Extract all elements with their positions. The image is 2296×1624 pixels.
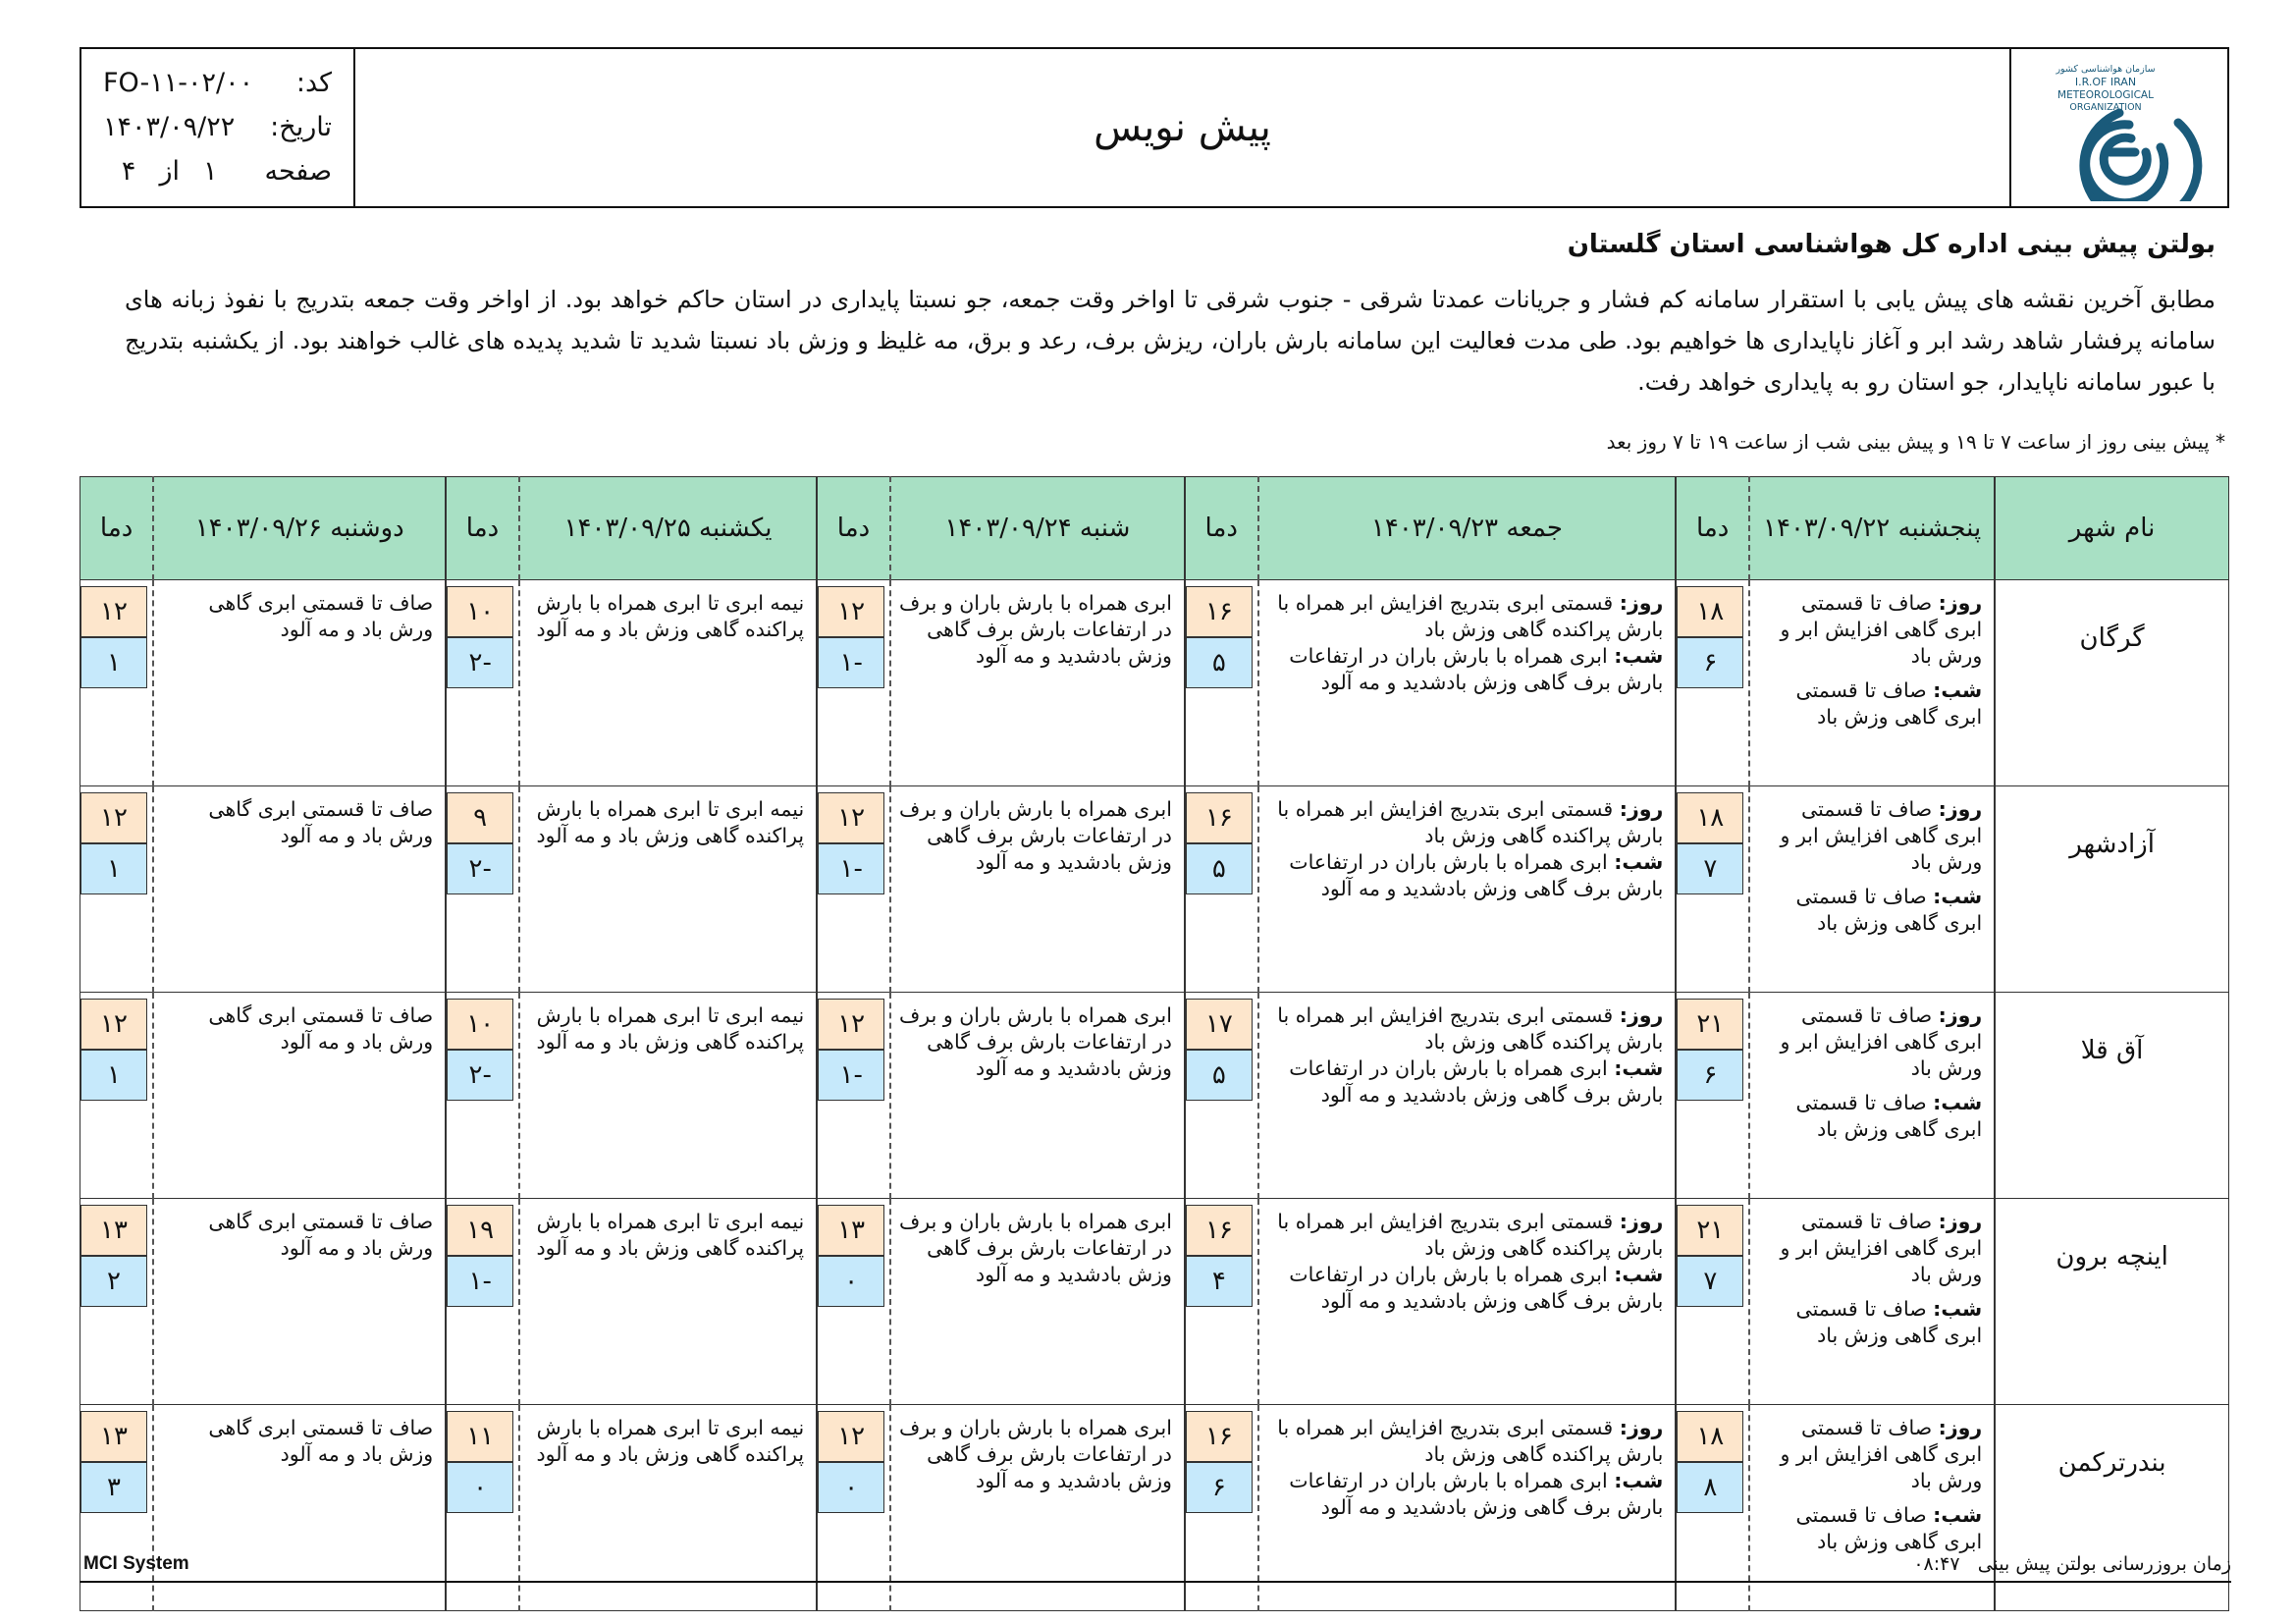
night-label: شب: (1614, 644, 1664, 668)
forecast-text (1259, 786, 1676, 902)
forecast-cell (1258, 993, 1677, 1199)
temperature-cell (817, 786, 890, 993)
max-temp: ۲۱ (1677, 999, 1743, 1050)
forecast-cell (153, 786, 446, 993)
min-temp: ۸ (1677, 1462, 1743, 1513)
max-temp: ۱۲ (818, 999, 884, 1050)
page-number: ۱ (202, 156, 218, 187)
min-temp: -۲ (447, 843, 513, 894)
logo-text-en1: I.R.OF IRAN (2074, 76, 2137, 88)
forecast-cell (890, 993, 1185, 1199)
temperature-cell (817, 1199, 890, 1405)
min-temp: ۴ (1186, 1256, 1253, 1307)
day-forecast: صاف تا قسمتی ابری گاهی افزایش ابر و ورش باد (1780, 1003, 1983, 1080)
date-label: تاریخ: (270, 112, 332, 142)
day-label: روز: (1619, 591, 1664, 615)
forecast-cell (890, 786, 1185, 993)
forecast-text: صاف تا قسمتی ابری گاهی ورش باد و مه آلود (208, 797, 434, 847)
forecast-text (1750, 1199, 1994, 1349)
day-header: جمعه ۱۴۰۳/۰۹/۲۳ (1258, 477, 1677, 580)
day-label: روز: (1619, 797, 1664, 821)
forecast-time-note: * پیش بینی روز از ساعت ۷ تا ۱۹ و پیش بینی شب از ساعت ۱۹ تا ۷ روز بعد (1606, 430, 2225, 454)
forecast-cell (153, 580, 446, 786)
date-value: ۱۴۰۳/۰۹/۲۲ (103, 112, 236, 142)
night-forecast: صاف تا قسمتی ابری گاهی وزش باد (1795, 1503, 1983, 1553)
city-name: بندرترکمن (1995, 1405, 2228, 1611)
night-forecast: ابری همراه با بارش باران در ارتفاعات بارش برف گاهی وزش بادشدید و مه آلود (1289, 1469, 1664, 1519)
day-forecast: صاف تا قسمتی ابری گاهی افزایش ابر و ورش باد (1780, 1210, 1983, 1286)
night-forecast: صاف تا قسمتی ابری گاهی وزش باد (1795, 1091, 1983, 1141)
table-row (80, 993, 2229, 1199)
temperature-cell (446, 1199, 519, 1405)
temperature-cell (80, 1199, 154, 1405)
forecast-cell (1258, 580, 1677, 786)
city-name: آق قلا (1995, 993, 2228, 1199)
day-forecast: قسمتی ابری بتدریج افزایش ابر همراه با بارش پراکنده گاهی وزش باد (1277, 1416, 1664, 1466)
temperature-cell (1676, 1199, 1749, 1405)
forecast-text (1750, 993, 1994, 1143)
forecast-text: ابری همراه با بارش باران و برف در ارتفاعات بارش برف گاهی وزش بادشدید و مه آلود (899, 1210, 1172, 1286)
max-temp: ۱۶ (1186, 792, 1253, 843)
temperature-cell (817, 993, 890, 1199)
min-temp: -۱ (818, 843, 884, 894)
night-forecast: ابری همراه با بارش باران در ارتفاعات بارش برف گاهی وزش بادشدید و مه آلود (1289, 850, 1664, 900)
day-header: پنجشنبه ۱۴۰۳/۰۹/۲۲ (1749, 477, 1995, 580)
min-temp: ۱ (80, 637, 147, 688)
forecast-text (1750, 580, 1994, 731)
night-label: شب: (1933, 678, 1983, 702)
forecast-text: صاف تا قسمتی ابری گاهی ورش باد و مه آلود (208, 591, 434, 641)
forecast-cell (1749, 580, 1995, 786)
day-forecast: صاف تا قسمتی ابری گاهی افزایش ابر و ورش باد (1780, 591, 1983, 668)
city-name: اینچه برون (1995, 1199, 2228, 1405)
city-name: آزادشهر (1995, 786, 2228, 993)
max-temp: ۹ (447, 792, 513, 843)
forecast-cell (519, 786, 817, 993)
day-forecast: صاف تا قسمتی ابری گاهی افزایش ابر و ورش باد (1780, 797, 1983, 874)
day-label: روز: (1619, 1003, 1664, 1027)
day-forecast: قسمتی ابری بتدریج افزایش ابر همراه با بارش پراکنده گاهی وزش باد (1277, 1210, 1664, 1260)
forecast-text (1259, 993, 1676, 1109)
forecast-table (80, 476, 2229, 1611)
bulletin-body: مطابق آخرین نقشه های پیش یابی با استقرار سامانه کم فشار و جریانات عمدتا شرقی - جنوب شرقی تا اواخر وقت جمعه، جو نسبتا پایداری در استان حاکم خواهد بود. از اواخر وقت جمعه بتدریج با نفوذ زبانه های سامانه پرفشار شاهد رشد ابر و آغاز ناپایداری ها خواهیم بود. طی مدت فعالیت این سامانه بارش باران، ریزش برف، رعد و برق، مه غلیظ و وزش باد نسبتا شدید تا شدید پدیده های غالب خواهند بود. از یکشنبه بتدریج با عبور سامانه ناپایدار، جو استان رو به پایداری خواهد رفت. (125, 286, 2216, 396)
temperature-cell (80, 786, 154, 993)
temp-header: دما (1676, 477, 1749, 580)
min-temp: -۲ (447, 637, 513, 688)
min-temp: ۷ (1677, 843, 1743, 894)
forecast-cell (890, 580, 1185, 786)
logo-text-en3: ORGANIZATION (2069, 102, 2142, 113)
max-temp: ۱۶ (1186, 1205, 1253, 1256)
max-temp: ۱۸ (1677, 1411, 1743, 1462)
day-header: شنبه ۱۴۰۳/۰۹/۲۴ (890, 477, 1185, 580)
max-temp: ۱۲ (80, 792, 147, 843)
min-temp: ۱ (80, 1050, 147, 1101)
forecast-text (1259, 1405, 1676, 1521)
night-label: شب: (1933, 1091, 1983, 1114)
min-temp: ۶ (1186, 1462, 1253, 1513)
night-forecast: ابری همراه با بارش باران در ارتفاعات بارش برف گاهی وزش بادشدید و مه آلود (1289, 644, 1664, 694)
max-temp: ۱۲ (80, 999, 147, 1050)
forecast-text: ابری همراه با بارش باران و برف در ارتفاعات بارش برف گاهی وزش بادشدید و مه آلود (899, 591, 1172, 668)
forecast-cell (519, 580, 817, 786)
document-info (81, 49, 355, 206)
forecast-cell (153, 1199, 446, 1405)
temperature-cell (1676, 580, 1749, 786)
max-temp: ۱۷ (1186, 999, 1253, 1050)
min-temp: -۱ (818, 1050, 884, 1101)
forecast-cell (1749, 786, 1995, 993)
night-label: شب: (1614, 1056, 1664, 1080)
night-forecast: ابری همراه با بارش باران در ارتفاعات بارش برف گاهی وزش بادشدید و مه آلود (1289, 1263, 1664, 1313)
temperature-cell (1676, 993, 1749, 1199)
temperature-cell (1185, 786, 1258, 993)
forecast-text: ابری همراه با بارش باران و برف در ارتفاعات بارش برف گاهی وزش بادشدید و مه آلود (899, 1416, 1172, 1492)
forecast-cell (1258, 786, 1677, 993)
min-temp: ۶ (1677, 1050, 1743, 1101)
table-row (80, 1199, 2229, 1405)
max-temp: ۱۳ (80, 1205, 147, 1256)
forecast-text: صاف تا قسمتی ابری گاهی ورش باد و مه آلود (208, 1210, 434, 1260)
night-label: شب: (1933, 1503, 1983, 1527)
page-title: پیش نویس (1094, 105, 1271, 150)
code-label: کد: (295, 68, 332, 98)
temperature-cell (1185, 993, 1258, 1199)
forecast-text: صاف تا قسمتی ابری گاهی وزش باد و مه آلود (208, 1416, 434, 1466)
min-temp: ۷ (1677, 1256, 1743, 1307)
table-row (80, 580, 2229, 786)
day-header: یکشنبه ۱۴۰۳/۰۹/۲۵ (519, 477, 817, 580)
forecast-text: نیمه ابری تا ابری همراه با بارش پراکنده گاهی وزش باد و مه آلود (536, 1210, 805, 1260)
meteorological-organization-logo (2009, 49, 2227, 206)
forecast-cell (153, 993, 446, 1199)
temperature-cell (80, 580, 154, 786)
page-of: از (159, 156, 180, 187)
spiral-emblem-icon (2084, 113, 2198, 201)
logo-text-fa: سازمان هواشناسی کشور (2056, 64, 2156, 75)
min-temp: -۱ (818, 637, 884, 688)
temperature-cell (1676, 786, 1749, 993)
forecast-text: نیمه ابری تا ابری همراه با بارش پراکنده گاهی وزش باد و مه آلود (536, 1003, 805, 1054)
min-temp: ۶ (1677, 637, 1743, 688)
bulletin-title: بولتن پیش بینی اداره کل هواشناسی استان گلستان (1567, 230, 2216, 259)
day-header: دوشنبه ۱۴۰۳/۰۹/۲۶ (153, 477, 446, 580)
page-label: صفحه (264, 156, 332, 187)
night-forecast: صاف تا قسمتی ابری گاهی وزش باد (1795, 885, 1983, 935)
night-forecast: ابری همراه با بارش باران در ارتفاعات بارش برف گاهی وزش بادشدید و مه آلود (1289, 1056, 1664, 1107)
forecast-cell (1258, 1199, 1677, 1405)
day-label: روز: (1619, 1210, 1664, 1233)
min-temp: ۰ (447, 1462, 513, 1513)
max-temp: ۱۲ (818, 586, 884, 637)
forecast-text (1259, 1199, 1676, 1315)
day-label: روز: (1938, 1416, 1983, 1439)
min-temp: -۲ (447, 1050, 513, 1101)
min-temp: -۱ (447, 1256, 513, 1307)
max-temp: ۱۳ (80, 1411, 147, 1462)
night-forecast: صاف تا قسمتی ابری گاهی وزش باد (1795, 678, 1983, 729)
temp-header: دما (446, 477, 519, 580)
city-name: گرگان (1995, 580, 2228, 786)
update-time: ۰۸:۴۷ (1913, 1553, 1960, 1575)
forecast-cell (1749, 1199, 1995, 1405)
forecast-text: ابری همراه با بارش باران و برف در ارتفاعات بارش برف گاهی وزش بادشدید و مه آلود (899, 1003, 1172, 1080)
min-temp: ۳ (80, 1462, 147, 1513)
max-temp: ۲۱ (1677, 1205, 1743, 1256)
max-temp: ۱۸ (1677, 586, 1743, 637)
temp-header: دما (80, 477, 154, 580)
night-label: شب: (1933, 885, 1983, 908)
day-label: روز: (1938, 1210, 1983, 1233)
city-header: نام شهر (1995, 477, 2228, 580)
night-label: شب: (1933, 1297, 1983, 1321)
max-temp: ۱۰ (447, 586, 513, 637)
max-temp: ۱۳ (818, 1205, 884, 1256)
day-forecast: صاف تا قسمتی ابری گاهی افزایش ابر و ورش باد (1780, 1416, 1983, 1492)
forecast-text: نیمه ابری تا ابری همراه با بارش پراکنده گاهی وزش باد و مه آلود (536, 797, 805, 847)
forecast-text: نیمه ابری تا ابری همراه با بارش پراکنده گاهی وزش باد و مه آلود (536, 1416, 805, 1466)
temperature-cell (1185, 580, 1258, 786)
max-temp: ۱۸ (1677, 792, 1743, 843)
day-label: روز: (1938, 591, 1983, 615)
night-label: شب: (1614, 850, 1664, 874)
table-header-row (80, 477, 2229, 580)
max-temp: ۱۱ (447, 1411, 513, 1462)
day-label: روز: (1938, 1003, 1983, 1027)
forecast-text (1259, 580, 1676, 696)
max-temp: ۱۲ (818, 1411, 884, 1462)
temp-header: دما (1185, 477, 1258, 580)
document-header (80, 47, 2229, 208)
min-temp: ۵ (1186, 1050, 1253, 1101)
update-label: زمان بروزرسانی بولتن پیش بینی (1977, 1553, 2231, 1575)
temperature-cell (1185, 1199, 1258, 1405)
temperature-cell (80, 993, 154, 1199)
max-temp: ۱۲ (818, 792, 884, 843)
max-temp: ۱۶ (1186, 586, 1253, 637)
forecast-cell (519, 993, 817, 1199)
page-total: ۴ (121, 156, 136, 187)
forecast-text (1750, 786, 1994, 937)
forecast-cell (890, 1199, 1185, 1405)
max-temp: ۱۰ (447, 999, 513, 1050)
day-label: روز: (1619, 1416, 1664, 1439)
system-name: MCI System (83, 1553, 189, 1574)
min-temp: ۵ (1186, 843, 1253, 894)
min-temp: ۵ (1186, 637, 1253, 688)
forecast-text (1750, 1405, 1994, 1555)
night-forecast: صاف تا قسمتی ابری گاهی وزش باد (1795, 1297, 1983, 1347)
max-temp: ۱۲ (80, 586, 147, 637)
update-time-info (1913, 1553, 2231, 1575)
max-temp: ۱۶ (1186, 1411, 1253, 1462)
min-temp: ۲ (80, 1256, 147, 1307)
min-temp: ۰ (818, 1256, 884, 1307)
min-temp: ۰ (818, 1462, 884, 1513)
max-temp: ۱۹ (447, 1205, 513, 1256)
forecast-text: نیمه ابری تا ابری همراه با بارش پراکنده گاهی وزش باد و مه آلود (536, 591, 805, 641)
min-temp: ۱ (80, 843, 147, 894)
temperature-cell (446, 993, 519, 1199)
temp-header: دما (817, 477, 890, 580)
forecast-text: ابری همراه با بارش باران و برف در ارتفاعات بارش برف گاهی وزش بادشدید و مه آلود (899, 797, 1172, 874)
forecast-cell (1749, 993, 1995, 1199)
forecast-cell (519, 1199, 817, 1405)
temperature-cell (446, 580, 519, 786)
table-row (80, 786, 2229, 993)
page-footer (80, 1553, 2231, 1583)
logo-text-en2: METEOROLOGICAL (2057, 89, 2154, 101)
day-forecast: قسمتی ابری بتدریج افزایش ابر همراه با بارش پراکنده گاهی وزش باد (1277, 797, 1664, 847)
temperature-cell (446, 786, 519, 993)
day-label: روز: (1938, 797, 1983, 821)
forecast-text: صاف تا قسمتی ابری گاهی ورش باد و مه آلود (208, 1003, 434, 1054)
night-label: شب: (1614, 1263, 1664, 1286)
day-forecast: قسمتی ابری بتدریج افزایش ابر همراه با بارش پراکنده گاهی وزش باد (1277, 1003, 1664, 1054)
temperature-cell (817, 580, 890, 786)
code-value: FO-۱۱-۰۲/۰۰ (103, 68, 254, 98)
day-forecast: قسمتی ابری بتدریج افزایش ابر همراه با بارش پراکنده گاهی وزش باد (1277, 591, 1664, 641)
night-label: شب: (1614, 1469, 1664, 1492)
